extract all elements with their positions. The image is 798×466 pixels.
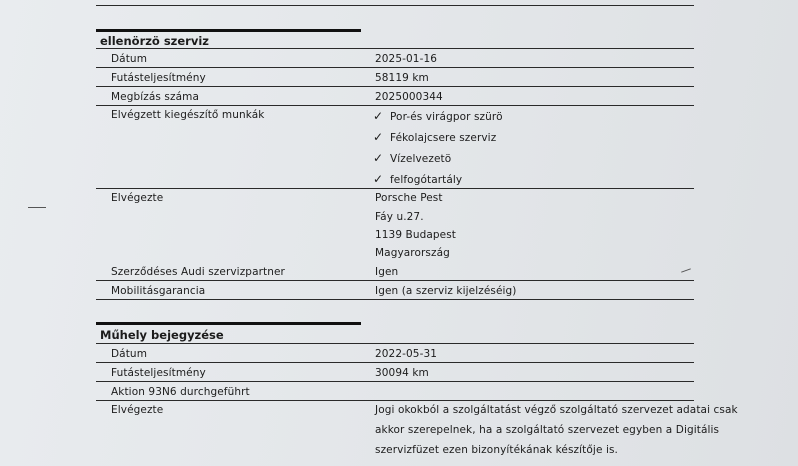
section-title: ellenörzö szerviz [100,34,209,48]
divider [96,188,694,189]
row-label-date: Dátum [111,53,148,65]
performed-by-line: Magyarország [375,247,450,259]
additional-work-item: felfogótartály [390,174,463,186]
additional-work-item: Vízelvezetö [390,153,452,165]
additional-work-item: Por-és virágpor szürö [390,111,503,123]
performed-by-line: Porsche Pest [375,192,443,204]
section-title: Műhely bejegyzése [100,328,224,342]
divider [96,381,694,382]
section-header-bar [96,29,361,32]
row-label-audi-partner: Szerződéses Audi szervizpartner [111,266,285,278]
row-label-action: Aktion 93N6 durchgeführt [111,386,250,398]
legal-note-line: akkor szerepelnek, ha a szolgáltató szervezet egyben a Digitális [375,424,720,436]
row-label-mileage: Futásteljesítmény [111,72,206,84]
performed-by-line: 1139 Budapest [375,229,457,241]
row-value-mobility: Igen (a szerviz kijelzéséig) [375,285,517,297]
divider [96,48,694,49]
section-header-bar [96,322,361,325]
row-value-date: 2025-01-16 [375,53,438,65]
row-label-mobility: Mobilitásgarancia [111,285,206,297]
performed-by-line: Fáy u.27. [375,211,424,223]
divider [96,343,694,344]
row-label-performed-by: Elvégezte [111,192,164,204]
checkmark-icon: ✓ [373,109,384,123]
row-label-performed-by: Elvégezte [111,404,164,416]
row-value-mileage: 30094 km [375,367,429,379]
checkmark-icon: ✓ [373,130,384,144]
divider [96,299,694,300]
divider [96,280,694,281]
row-label-order-number: Megbízás száma [111,91,199,103]
checkmark-icon: ✓ [373,172,384,186]
paper-mark [28,207,46,208]
legal-note-line: Jogi okokból a szolgáltatást végző szolgáltató szervezet adatai csak [375,404,738,416]
row-value-audi-partner: Igen [375,266,399,278]
row-value-order-number: 2025000344 [375,91,443,103]
additional-work-item: Fékolajcsere szerviz [390,132,497,144]
row-label-mileage: Futásteljesítmény [111,367,206,379]
legal-note-line: szervizfüzet ezen bizonyítékának készítője is. [375,444,618,456]
row-value-mileage: 58119 km [375,72,429,84]
row-label-date: Dátum [111,348,148,360]
divider [96,67,694,68]
row-value-date: 2022-05-31 [375,348,438,360]
divider [96,105,694,106]
paper-mark [681,268,691,272]
top-divider [96,5,694,6]
checkmark-icon: ✓ [373,151,384,165]
divider [96,362,694,363]
divider [96,86,694,87]
divider [96,400,694,401]
row-label-additional-work: Elvégzett kiegészítő munkák [111,109,265,121]
